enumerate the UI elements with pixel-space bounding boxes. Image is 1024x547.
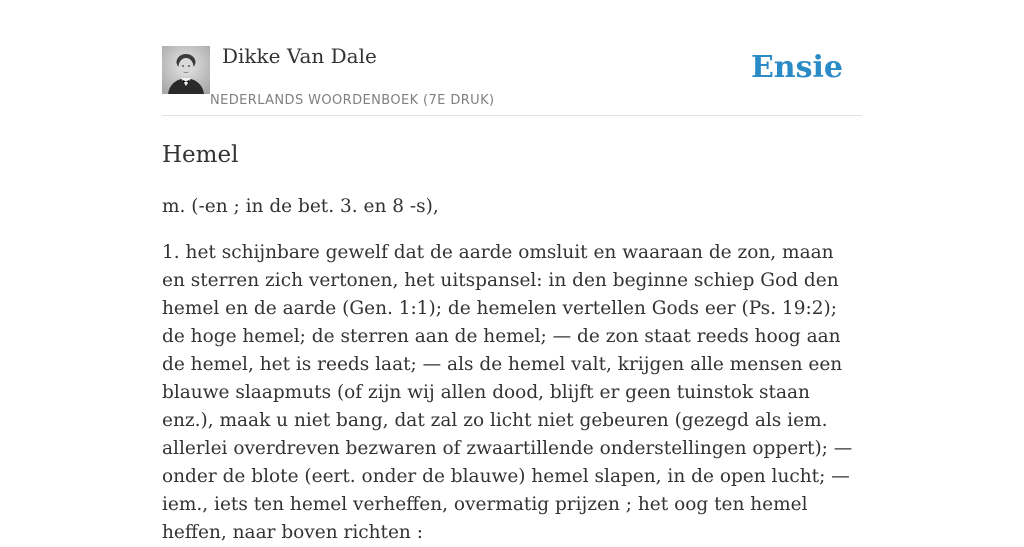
entry-content bbox=[162, 193, 862, 547]
grammar-line: m. (-en ; in de bet. 3. en 8 -s), bbox=[162, 196, 439, 217]
source-title[interactable]: NEDERLANDS WOORDENBOEK (7E DRUK) bbox=[210, 93, 495, 108]
portrait-icon bbox=[162, 46, 210, 94]
entry-title: Hemel bbox=[162, 142, 239, 168]
definition-text: 1. het schijnbare gewelf dat de aarde omsluit en waaraan de zon, maan en sterren zich vertonen, het uitspansel: in den beginne schiep God den hemel en de aarde (Gen. 1:1); de hemelen vertellen Gods eer (Ps. 19:2); de hoge hemel; de sterren aan de hemel; — de zon staat reeds hoog aan de hemel, het is reeds laat; — als de hemel valt, krijgen alle mensen een blauwe slaapmuts (of zijn wij allen dood, blijft er geen tuinstok staan enz.), maak u niet bang, dat zal zo licht niet gebeuren (gezegd als iem. allerlei overdreven bezwaren of zwaartillende onderstellingen oppert); — onder de blote (eert. onder de blauwe) hemel slapen, in de open lucht; — iem., iets ten hemel verheffen, overmatig prijzen ; het oog ten hemel heffen, naar boven richten : bbox=[162, 242, 853, 543]
page bbox=[162, 0, 862, 547]
brand-logo[interactable]: Ensie bbox=[750, 50, 843, 85]
author-name[interactable]: Dikke Van Dale bbox=[222, 44, 377, 68]
author-avatar[interactable] bbox=[162, 46, 210, 94]
entry-header bbox=[162, 0, 862, 116]
